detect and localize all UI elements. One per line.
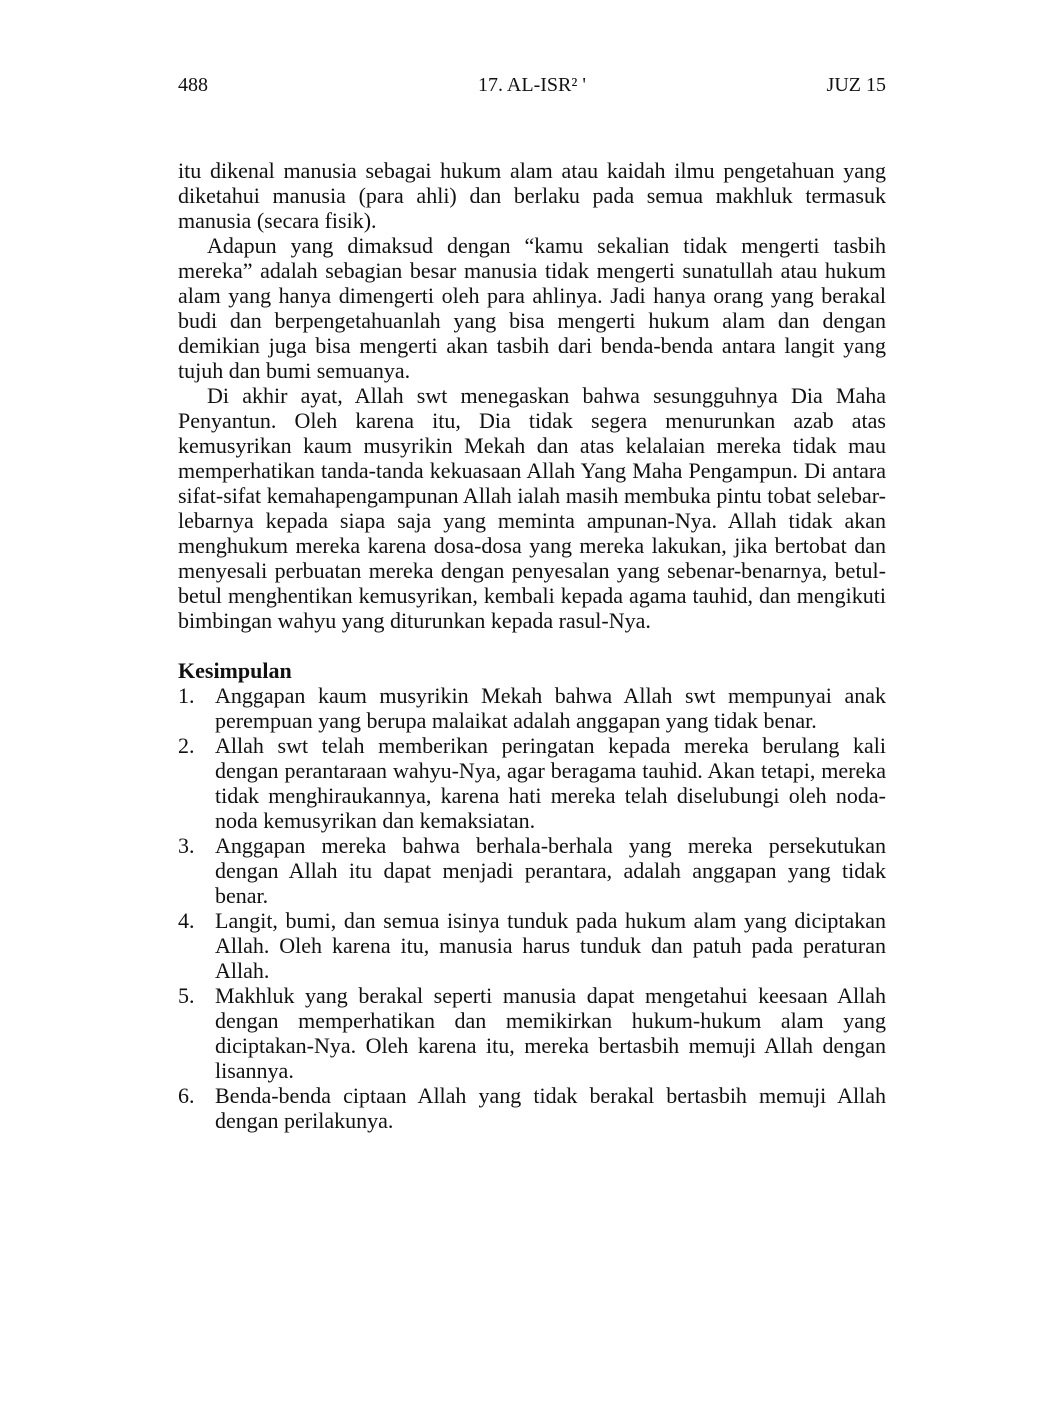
body-paragraph: itu dikenal manusia sebagai hukum alam atau kaidah ilmu pengetahuan yang diketahui manusia (para ahli) dan berlaku pada semua makhluk termasuk manusia (secara fisik). [178,158,886,233]
page-content [178,158,886,1133]
juz-label: JUZ 15 [826,74,886,96]
list-item [178,983,886,1083]
list-item-number: 6. [178,1083,195,1108]
list-item [178,683,886,733]
list-item-number: 4. [178,908,195,933]
surah-title: 17. AL-ISR² ' [478,74,586,96]
list-item-text: Anggapan kaum musyrikin Mekah bahwa Allah swt mempunyai anak perempuan yang berupa malaikat adalah anggapan yang tidak benar. [215,683,886,733]
list-item [178,833,886,908]
list-item-number: 1. [178,683,195,708]
page-number: 488 [178,74,208,96]
list-item-text: Anggapan mereka bahwa berhala-berhala yang mereka persekutukan dengan Allah itu dapat menjadi perantara, adalah anggapan yang tidak benar. [215,833,886,908]
conclusion-list [178,683,886,1133]
list-item-number: 5. [178,983,195,1008]
list-item-number: 3. [178,833,195,858]
list-item-number: 2. [178,733,195,758]
conclusion-heading: Kesimpulan [178,658,292,683]
body-paragraph: Di akhir ayat, Allah swt menegaskan bahwa sesungguhnya Dia Maha Penyantun. Oleh karena itu, Dia tidak segera menurunkan azab atas kemusyrikan kaum musyrikin Mekah dan atas kelalaian mereka tidak mau memperhatikan tanda-tanda kekuasaan Allah Yang Maha Pengampun. Di antara sifat-sifat kemahapengampunan Allah ialah masih membuka pintu tobat selebar-lebarnya kepada siapa saja yang meminta ampunan-Nya. Allah tidak akan menghukum mereka karena dosa-dosa yang mereka lakukan, jika bertobat dan menyesali perbuatan mereka dengan penyesalan yang sebenar-benarnya, betul-betul menghentikan kemusyrikan, kembali kepada agama tauhid, dan mengikuti bimbingan wahyu yang diturunkan kepada rasul-Nya. [178,383,886,633]
page-header [178,74,886,102]
body-paragraph: Adapun yang dimaksud dengan “kamu sekalian tidak mengerti tasbih mereka” adalah sebagian besar manusia tidak mengerti sunatullah atau hukum alam yang hanya dimengerti oleh para ahlinya. Jadi hanya orang yang berakal budi dan berpengetahuanlah yang bisa mengerti hukum alam dan dengan demikian juga bisa mengerti akan tasbih dari benda-benda antara langit yang tujuh dan bumi semuanya. [178,233,886,383]
list-item [178,733,886,833]
list-item-text: Benda-benda ciptaan Allah yang tidak berakal bertasbih memuji Allah dengan perilakunya. [215,1083,886,1133]
list-item [178,1083,886,1133]
list-item-text: Allah swt telah memberikan peringatan kepada mereka berulang kali dengan perantaraan wahyu-Nya, agar beragama tauhid. Akan tetapi, mereka tidak menghiraukannya, karena hati mereka telah diselubungi oleh noda-noda kemusyrikan dan kemaksiatan. [215,733,886,833]
list-item-text: Makhluk yang berakal seperti manusia dapat mengetahui keesaan Allah dengan memperhatikan dan memikirkan hukum-hukum alam yang diciptakan-Nya. Oleh karena itu, mereka bertasbih memuji Allah dengan lisannya. [215,983,886,1083]
list-item [178,908,886,983]
list-item-text: Langit, bumi, dan semua isinya tunduk pada hukum alam yang diciptakan Allah. Oleh karena itu, manusia harus tunduk dan patuh pada peraturan Allah. [215,908,886,983]
